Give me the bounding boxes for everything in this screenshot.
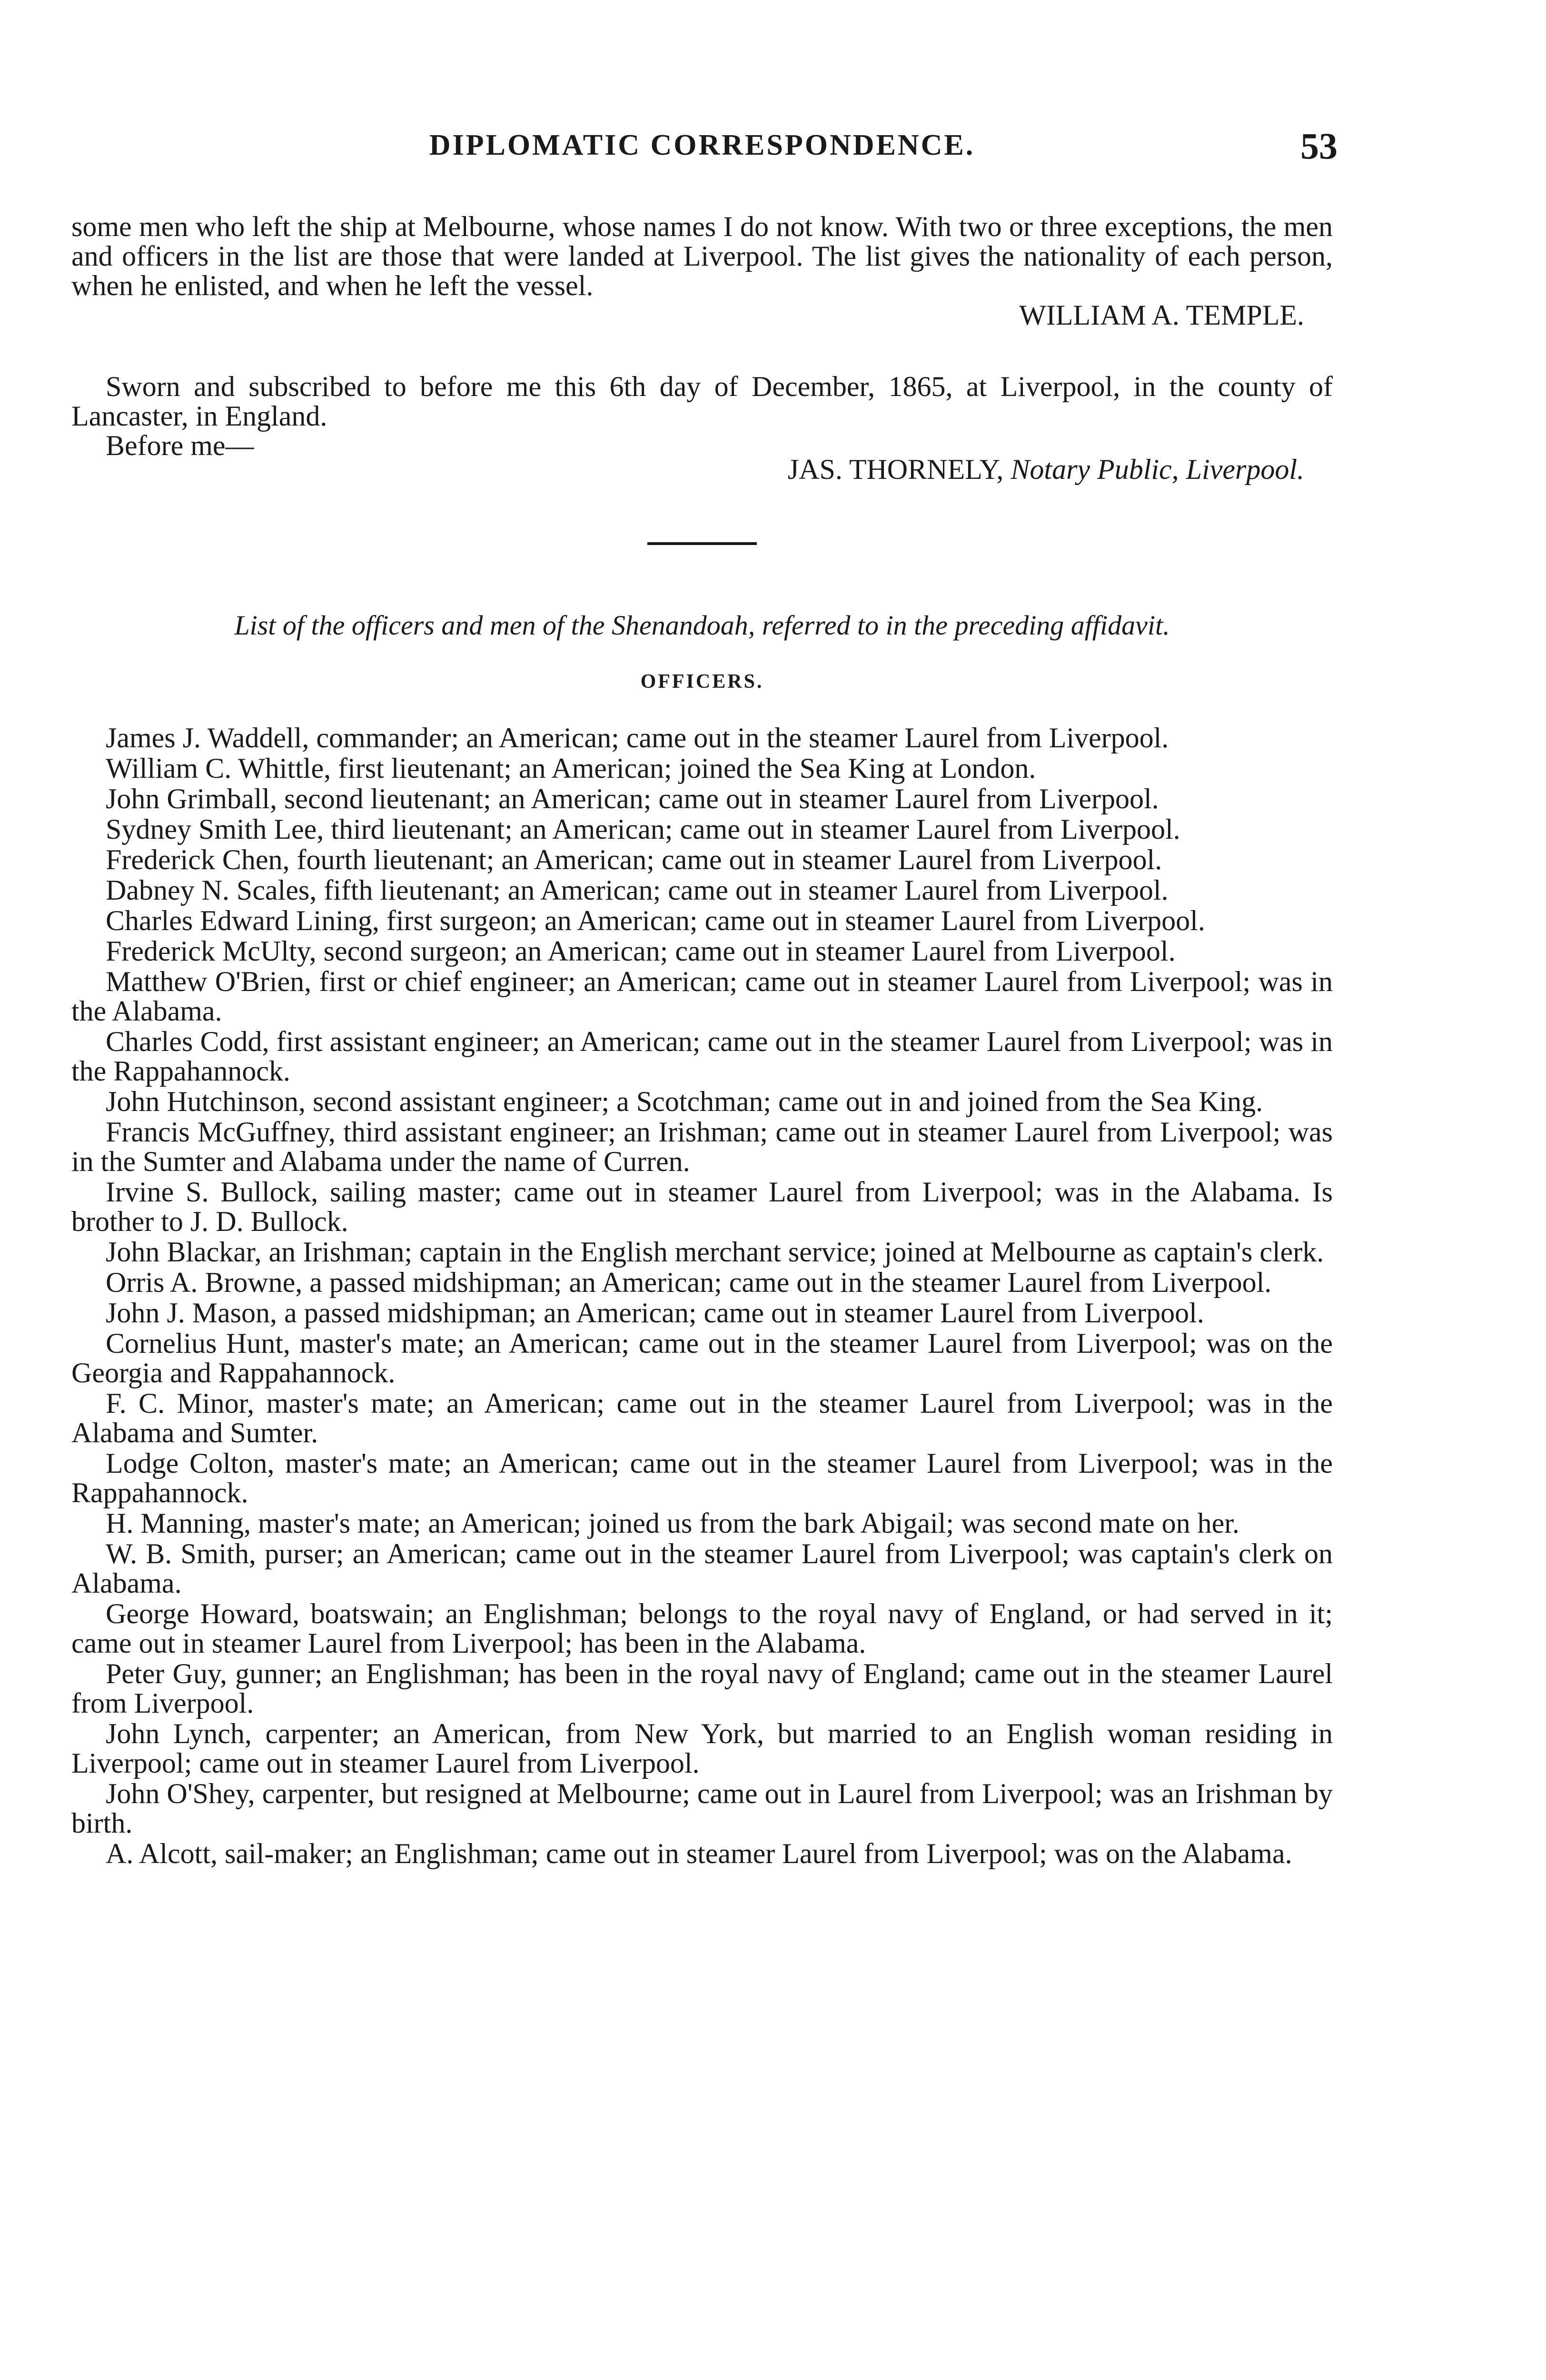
officers-list [71, 723, 1333, 1868]
list-item: John Blackar, an Irishman; captain in the English merchant service; joined at Melbourne as captain's clerk. [106, 1236, 1324, 1268]
list-item: Lodge Colton, master's mate; an American; came out in the steamer Laurel from Liverpool; was in the Rappahannock. [71, 1448, 1333, 1508]
affidavit-signature: WILLIAM A. TEMPLE. [1019, 299, 1304, 331]
list-item: John J. Mason, a passed midshipman; an American; came out in steamer Laurel from Liverpool. [106, 1297, 1204, 1329]
list-item: William C. Whittle, first lieutenant; an American; joined the Sea King at London. [106, 753, 1036, 784]
oath-paragraph: Sworn and subscribed to before me this 6th day of December, 1865, at Liverpool, in the county of Lancaster, in England. [71, 371, 1333, 432]
page-header [71, 125, 1338, 171]
list-item: Sydney Smith Lee, third lieutenant; an American; came out in steamer Laurel from Liverpool. [106, 813, 1180, 845]
section-heading-officers: OFFICERS. [640, 671, 764, 693]
list-item: Cornelius Hunt, master's mate; an American; came out in the steamer Laurel from Liverpool; was on the Georgia and Rappahannock. [71, 1328, 1333, 1388]
text-column [71, 212, 1333, 1869]
list-title: List of the officers and men of the Shenandoah, referred to in the preceding affidavit. [234, 610, 1170, 641]
affidavit-closing-paragraph: some men who left the ship at Melbourne, whose names I do not know. With two or three exceptions, the men and officers in the list are those that were landed at Liverpool. The list gives the nationality of each person, when he enlisted, and when he left the vessel. [71, 211, 1333, 301]
before-me-line: Before me— [106, 430, 254, 461]
list-item: Peter Guy, gunner; an Englishman; has been in the royal navy of England; came out in the steamer Laurel from Liverpool. [71, 1658, 1333, 1719]
list-item: James J. Waddell, commander; an American; came out in the steamer Laurel from Liverpool. [106, 722, 1169, 754]
page-number: 53 [1300, 125, 1338, 167]
list-item: F. C. Minor, master's mate; an American; came out in the steamer Laurel from Liverpool; was in the Alabama and Sumter. [71, 1388, 1333, 1448]
list-item: George Howard, boatswain; an Englishman; belongs to the royal navy of England, or had served in it; came out in steamer Laurel from Liverpool; has been in the Alabama. [71, 1598, 1333, 1659]
list-item: Charles Codd, first assistant engineer; an American; came out in the steamer Laurel from Liverpool; was in the Rappahannock. [71, 1026, 1333, 1087]
list-item: Frederick Chen, fourth lieutenant; an American; came out in steamer Laurel from Liverpool. [106, 844, 1162, 875]
notary-name: JAS. THORNELY, [787, 454, 1004, 485]
list-item: John O'Shey, carpenter, but resigned at Melbourne; came out in Laurel from Liverpool; was an Irishman by birth. [71, 1778, 1333, 1839]
list-item: Charles Edward Lining, first surgeon; an American; came out in steamer Laurel from Liverpool. [106, 905, 1205, 936]
list-item: W. B. Smith, purser; an American; came out in the steamer Laurel from Liverpool; was captain's clerk on Alabama. [71, 1538, 1333, 1599]
running-head: DIPLOMATIC CORRESPONDENCE. [429, 129, 975, 161]
list-item: H. Manning, master's mate; an American; joined us from the bark Abigail; was second mate on her. [106, 1507, 1239, 1539]
list-item: Orris A. Browne, a passed midshipman; an American; came out in the steamer Laurel from Liverpool. [106, 1267, 1272, 1298]
list-item: Francis McGuffney, third assistant engineer; an Irishman; came out in steamer Laurel from Liverpool; was in the Sumter and Alabama under the name of Curren. [71, 1116, 1333, 1177]
list-item: John Hutchinson, second assistant engineer; a Scotchman; came out in and joined from the Sea King. [106, 1086, 1263, 1117]
list-item: John Grimball, second lieutenant; an American; came out in steamer Laurel from Liverpool. [106, 783, 1159, 814]
list-item: Matthew O'Brien, first or chief engineer; an American; came out in steamer Laurel from Liverpool; was in the Alabama. [71, 966, 1333, 1027]
notary-title: Notary Public, Liverpool. [1011, 454, 1304, 485]
list-item: Frederick McUlty, second surgeon; an American; came out in steamer Laurel from Liverpool. [106, 935, 1176, 967]
list-item: A. Alcott, sail-maker; an Englishman; came out in steamer Laurel from Liverpool; was on the Alabama. [106, 1838, 1292, 1869]
section-divider [647, 542, 757, 545]
list-item: Irvine S. Bullock, sailing master; came out in steamer Laurel from Liverpool; was in the Alabama. Is brother to J. D. Bullock. [71, 1176, 1333, 1237]
list-item: John Lynch, carpenter; an American, from New York, but married to an English woman residing in Liverpool; came out in steamer Laurel from Liverpool. [71, 1718, 1333, 1779]
notary-signature [71, 455, 1333, 484]
list-item: Dabney N. Scales, fifth lieutenant; an American; came out in steamer Laurel from Liverpool. [106, 874, 1169, 906]
